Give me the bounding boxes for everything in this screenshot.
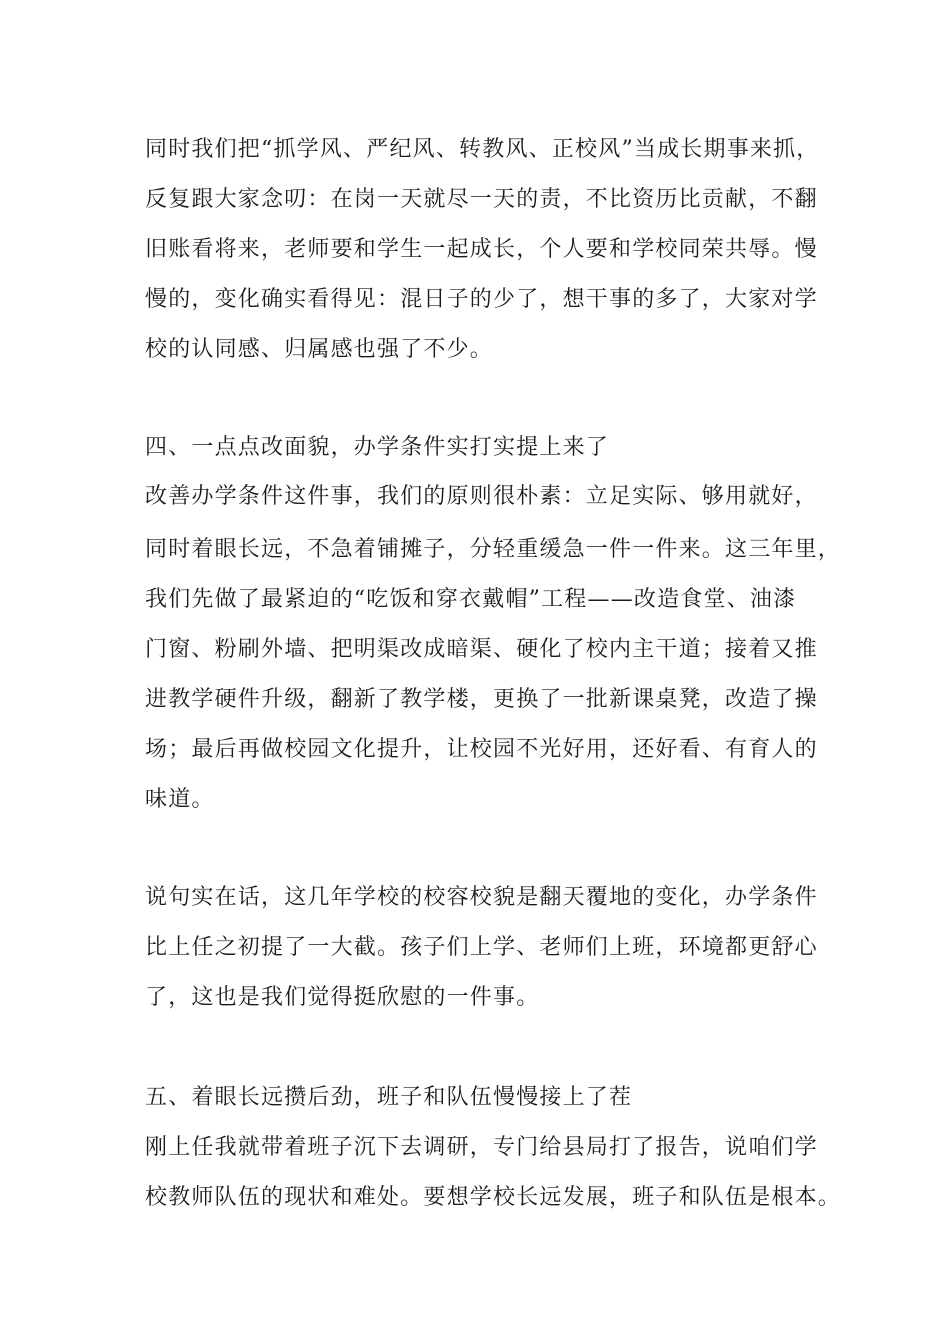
paragraph-line: 进教学硬件升级，翻新了教学楼，更换了一批新课桌凳，改造了操 <box>145 687 818 712</box>
paragraph-line: 反复跟大家念叨：在岗一天就尽一天的责，不比资历比贡献，不翻 <box>145 187 818 212</box>
paragraph-line: 旧账看将来，老师要和学生一起成长，个人要和学校同荣共辱。慢 <box>145 237 818 262</box>
section-heading: 四、一点点改面貌，办学条件实打实提上来了 <box>145 435 610 460</box>
paragraph-line: 同时我们把“抓学风、严纪风、转教风、正校风”当成长期事来抓， <box>145 137 820 162</box>
paragraph-line: 了，这也是我们觉得挺欣慰的一件事。 <box>145 985 540 1010</box>
paragraph-line: 味道。 <box>145 787 215 812</box>
paragraph-line: 场；最后再做校园文化提升，让校园不光好用，还好看、有育人的 <box>145 737 818 762</box>
paragraph-line: 校教师队伍的现状和难处。要想学校长远发展，班子和队伍是根本。 <box>145 1185 842 1210</box>
paragraph-line: 慢的，变化确实看得见：混日子的少了，想干事的多了，大家对学 <box>145 287 818 312</box>
paragraph-line: 比上任之初提了一大截。孩子们上学、老师们上班，环境都更舒心 <box>145 935 818 960</box>
paragraph-line: 门窗、粉刷外墙、把明渠改成暗渠、硬化了校内主干道；接着又推 <box>145 637 818 662</box>
paragraph-line: 同时着眼长远，不急着铺摊子，分轻重缓急一件一件来。这三年里， <box>145 537 842 562</box>
paragraph-line: 我们先做了最紧迫的“吃饭和穿衣戴帽”工程——改造食堂、油漆 <box>145 587 797 612</box>
section-heading: 五、着眼长远攒后劲，班子和队伍慢慢接上了茬 <box>145 1085 633 1110</box>
paragraph-line: 校的认同感、归属感也强了不少。 <box>145 337 494 362</box>
paragraph-line: 改善办学条件这件事，我们的原则很朴素：立足实际、够用就好， <box>145 484 818 509</box>
paragraph-line: 说句实在话，这几年学校的校容校貌是翻天覆地的变化，办学条件 <box>145 885 818 910</box>
paragraph-line: 刚上任我就带着班子沉下去调研，专门给县局打了报告，说咱们学 <box>145 1135 818 1160</box>
